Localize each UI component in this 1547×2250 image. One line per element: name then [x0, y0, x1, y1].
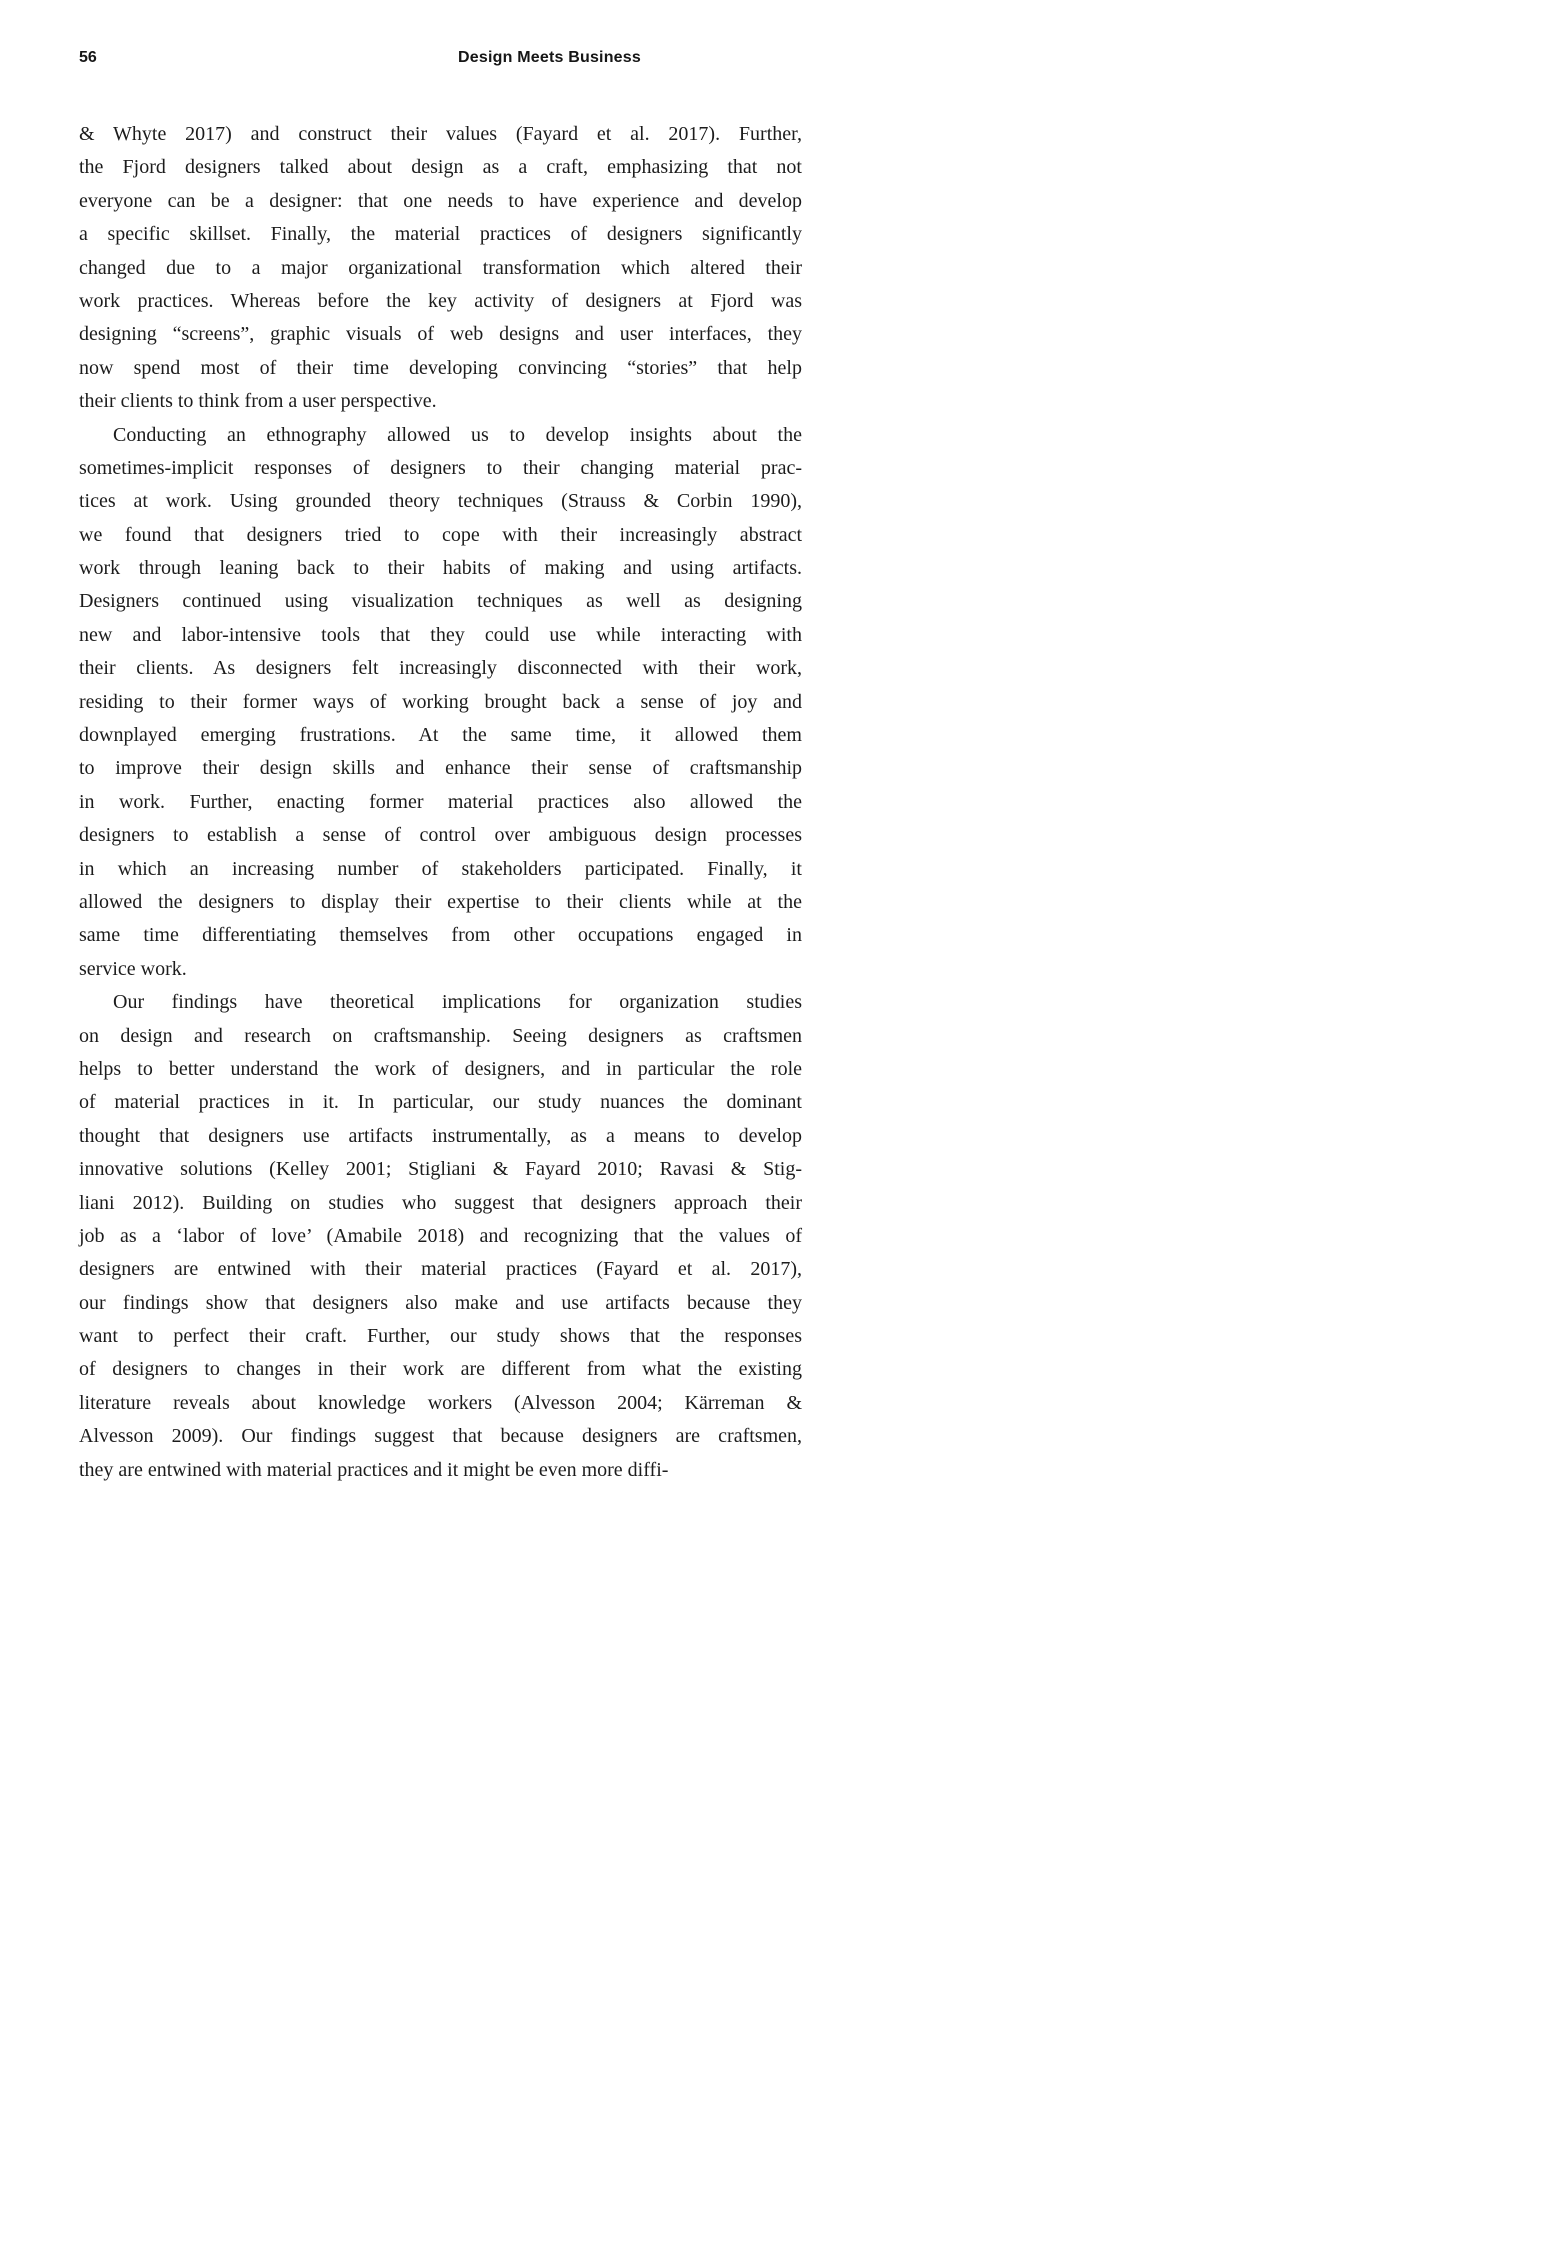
text-line: tices at work. Using grounded theory techniques (Strauss & Corbin 1990), — [79, 490, 802, 513]
text-line: residing to their former ways of working brought back a sense of joy and — [79, 690, 802, 713]
text-line: changed due to a major organizational transformation which altered their — [79, 256, 802, 279]
text-line: same time differentiating themselves from other occupations engaged in — [79, 924, 802, 947]
text-line: downplayed emerging frustrations. At the same time, it allowed them — [79, 724, 802, 747]
text-line: designing “screens”, graphic visuals of web designs and user interfaces, they — [79, 323, 802, 346]
text-line: helps to better understand the work of designers, and in particular the role — [79, 1057, 802, 1080]
text-line: Designers continued using visualization techniques as well as designing — [79, 590, 802, 613]
text-line: want to perfect their craft. Further, our study shows that the responses — [79, 1325, 802, 1348]
page-number: 56 — [79, 49, 97, 66]
text-line: their clients. As designers felt increasingly disconnected with their work, — [79, 657, 802, 680]
text-line: in work. Further, enacting former material practices also allowed the — [79, 790, 802, 813]
page-body — [79, 118, 802, 1487]
text-line: designers to establish a sense of control over ambiguous design processes — [79, 824, 802, 847]
text-line: work through leaning back to their habits of making and using artifacts. — [79, 557, 802, 580]
text-line: on design and research on craftsmanship. Seeing designers as craftsmen — [79, 1024, 802, 1047]
text-line: allowed the designers to display their expertise to their clients while at the — [79, 890, 802, 913]
text-line: of material practices in it. In particular, our study nuances the dominant — [79, 1091, 802, 1114]
text-line: literature reveals about knowledge workers (Alvesson 2004; Kärreman & — [79, 1391, 802, 1414]
text-line: we found that designers tried to cope with their increasingly abstract — [79, 523, 802, 546]
text-line: thought that designers use artifacts instrumentally, as a means to develop — [79, 1124, 802, 1147]
text-line: a specific skillset. Finally, the material practices of designers significantly — [79, 223, 802, 246]
text-line: Our findings have theoretical implications for organization studies — [113, 991, 802, 1014]
text-line: they are entwined with material practices and it might be even more diffi- — [79, 1458, 669, 1481]
text-line: service work. — [79, 957, 187, 980]
running-header: Design Meets Business — [458, 49, 641, 66]
text-line: in which an increasing number of stakeholders participated. Finally, it — [79, 857, 802, 880]
text-line: our findings show that designers also make and use artifacts because they — [79, 1291, 802, 1314]
text-line: to improve their design skills and enhance their sense of craftsmanship — [79, 757, 802, 780]
paragraph — [79, 419, 802, 987]
text-line: sometimes-implicit responses of designers to their changing material prac- — [79, 456, 802, 479]
text-line: designers are entwined with their material practices (Fayard et al. 2017), — [79, 1258, 802, 1281]
text-line: liani 2012). Building on studies who suggest that designers approach their — [79, 1191, 802, 1214]
text-line: everyone can be a designer: that one needs to have experience and develop — [79, 189, 802, 212]
text-line: work practices. Whereas before the key activity of designers at Fjord was — [79, 289, 802, 312]
page-header — [79, 49, 1020, 71]
text-line: & Whyte 2017) and construct their values (Fayard et al. 2017). Further, — [79, 123, 802, 145]
text-line: Conducting an ethnography allowed us to develop insights about the — [113, 423, 802, 446]
paragraph — [79, 986, 802, 1487]
text-line: the Fjord designers talked about design as a craft, emphasizing that not — [79, 156, 802, 179]
paragraph — [79, 118, 802, 419]
text-line: innovative solutions (Kelley 2001; Stigliani & Fayard 2010; Ravasi & Stig- — [79, 1158, 802, 1181]
text-line: their clients to think from a user perspective. — [79, 390, 437, 413]
text-line: job as a ‘labor of love’ (Amabile 2018) and recognizing that the values of — [79, 1224, 802, 1247]
text-line: of designers to changes in their work are different from what the existing — [79, 1358, 802, 1381]
text-line: now spend most of their time developing convincing “stories” that help — [79, 356, 802, 379]
text-line: Alvesson 2009). Our findings suggest that because designers are craftsmen, — [79, 1425, 802, 1448]
text-line: new and labor-intensive tools that they could use while interacting with — [79, 623, 802, 646]
